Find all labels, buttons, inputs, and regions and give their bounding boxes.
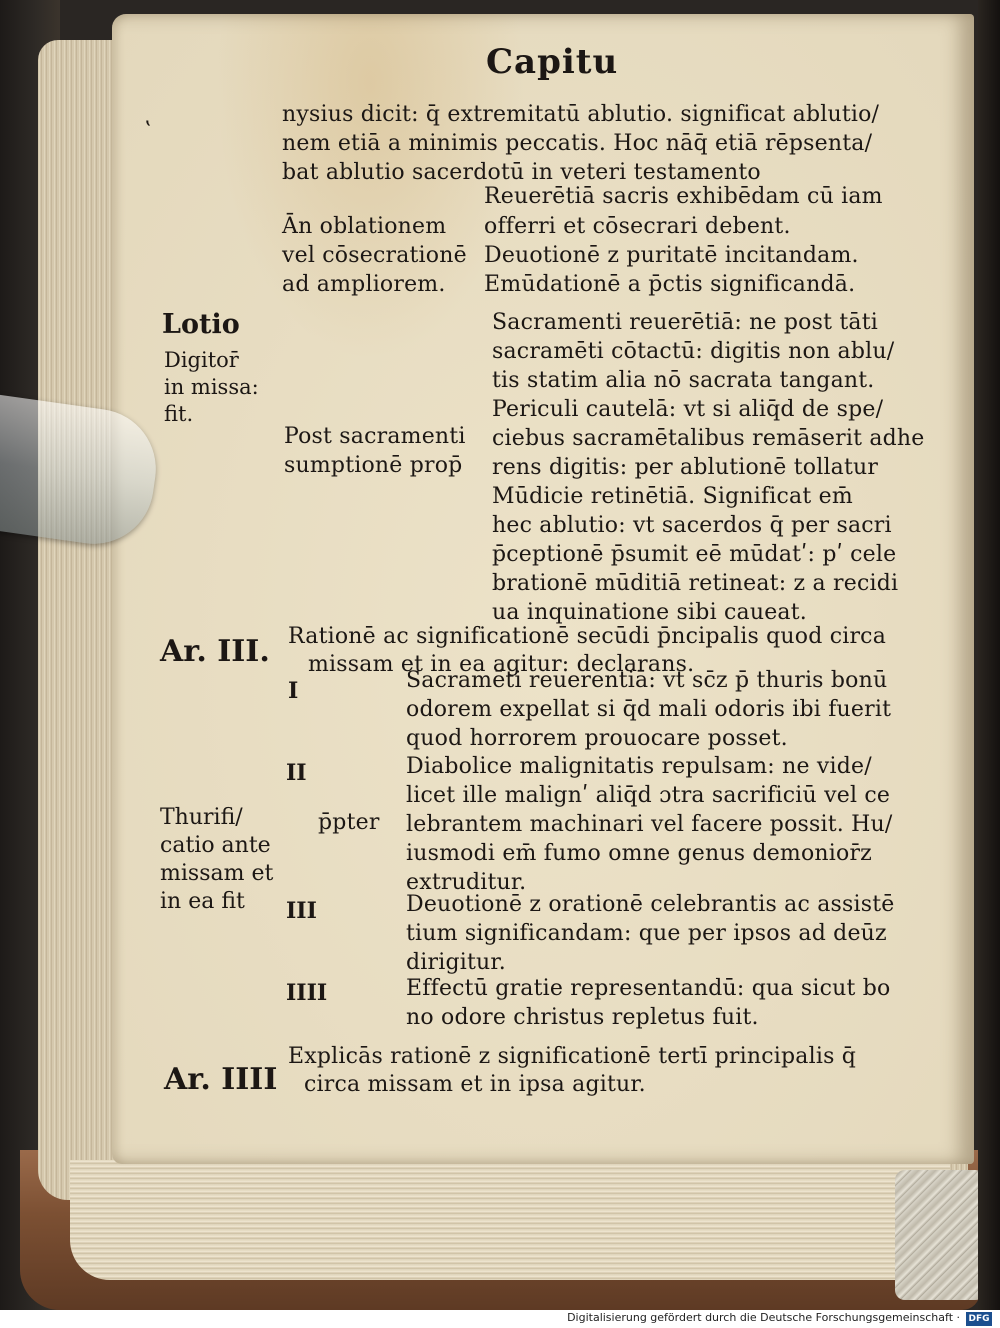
margin-note-thurificatio-line: in ea fit — [160, 889, 245, 914]
item-numeral: IIII — [286, 980, 328, 1006]
article-4-line: Explicās rationē z significationē tertī principalis q̄ — [288, 1044, 857, 1069]
item-numeral: III — [286, 898, 317, 924]
funding-credit: Digitalisierung gefördert durch die Deutsche Forschungsgemeinschaft · — [567, 1311, 960, 1324]
article-4-label: Ar. IIII — [164, 1062, 278, 1097]
section1-right-line: Deuotionē z puritatē incitandam. — [484, 243, 859, 268]
item-line: licet ille malignʹ aliq̄d ɔtra sacrificiū vel ce — [406, 783, 891, 808]
section1-left-line: Ān oblationem — [282, 214, 447, 239]
item-line: odorem expellat si q̄d mali odoris ibi fuerit — [406, 697, 892, 722]
margin-note-lotio-line: in missa: — [164, 375, 259, 399]
article-3-label: Ar. III. — [160, 634, 270, 669]
section2-right-line: ua inquinatione sibi caueat. — [492, 600, 807, 625]
running-head: Capitu — [486, 42, 619, 82]
item-line: Effectū gratie representandū: qua sicut bo — [406, 976, 891, 1001]
section2-left-line: Post sacramenti — [284, 424, 466, 449]
margin-note-thurificatio-line: missam et — [160, 861, 274, 886]
intro-line: nem etiā a minimis peccatis. Hoc nāq̄ etiā rēpsenta/ — [282, 131, 873, 156]
section2-right-line: tis statim alia nō sacrata tangant. — [492, 368, 875, 393]
item-line: extruditur. — [406, 870, 527, 895]
section1-right-line: Emūdationē a p̄ctis significandā. — [484, 272, 856, 297]
section2-right-line: brationē mūditiā retineat: z a recidi — [492, 571, 899, 596]
section1-left-line: vel cōsecrationē — [282, 243, 467, 268]
margin-note-lotio-line: Digitor̄ — [164, 348, 239, 372]
section2-left-line: sumptionē prop̄ — [284, 453, 463, 478]
margin-note-thurificatio-line: catio ante — [160, 833, 271, 858]
margin-marker: ʽ — [144, 118, 151, 143]
item-line: Deuotionē z orationē celebrantis ac assistē — [406, 892, 895, 917]
item-numeral: I — [288, 678, 299, 704]
intro-line: bat ablutio sacerdotū in veteri testamento — [282, 160, 761, 185]
book-spine — [978, 0, 1000, 1310]
item-line: tium significandam: que per ipsos ad deūz — [406, 921, 887, 946]
intro-line: nysius dicit: q̄ extremitatū ablutio. significat ablutio/ — [282, 102, 880, 127]
item-line: dirigitur. — [406, 950, 506, 975]
article-4-line: circa missam et in ipsa agitur. — [304, 1072, 646, 1097]
margin-note-thurificatio-line: Thurifi/ — [160, 805, 243, 830]
item-line: iusmodi em̄ fumo omne genus demonior̄z — [406, 841, 872, 866]
item-line: lebrantem machinari vel facere possit. Hu/ — [406, 812, 893, 837]
margin-note-lotio-line: fit. — [164, 402, 194, 426]
propter-label: p̄pter — [318, 810, 380, 835]
section2-right-line: Mūdicie retinētiā. Significat em̄ — [492, 484, 853, 509]
dfg-logo: DFG — [966, 1312, 992, 1326]
margin-note-lotio-title: Lotio — [162, 309, 240, 340]
article-3-line: missam et in ea agitur: declarans. — [308, 652, 695, 677]
item-line: Sacramēti reuerentiā: vt sc̄z p̄ thuris bonū — [406, 668, 888, 693]
item-line: no odore christus repletus fuit. — [406, 1005, 759, 1030]
section1-right-line: Reuerētiā sacris exhibēdam cū iam — [484, 184, 883, 209]
article-3-line: Rationē ac significationē secūdi p̄ncipalis quod circa — [288, 624, 887, 649]
section1-left-line: ad ampliorem. — [282, 272, 446, 297]
item-line: Diabolice malignitatis repulsam: ne vide/ — [406, 754, 872, 779]
section2-right-line: Periculi cautelā: vt si aliq̄d de spe/ — [492, 397, 884, 422]
section2-right-line: hec ablutio: vt sacerdos q̄ per sacri — [492, 513, 892, 538]
section2-right-line: ciebus sacramētalibus remāserit adhe — [492, 426, 925, 451]
item-line: quod horrorem prouocare posset. — [406, 726, 788, 751]
section2-right-line: p̄ceptionē p̄sumit eē mūdatʹ: pʹ cele — [492, 542, 897, 567]
section1-right-line: offerri et cōsecrari debent. — [484, 214, 791, 239]
section2-right-line: Sacramenti reuerētiā: ne post tāti — [492, 310, 878, 335]
section2-right-line: rens digitis: per ablutionē tollatur — [492, 455, 879, 480]
book-page — [112, 14, 974, 1164]
section2-right-line: sacramēti cōtactū: digitis non ablu/ — [492, 339, 895, 364]
item-numeral: II — [286, 760, 307, 786]
page-edges-bottom — [70, 1160, 950, 1280]
headband — [895, 1170, 985, 1300]
